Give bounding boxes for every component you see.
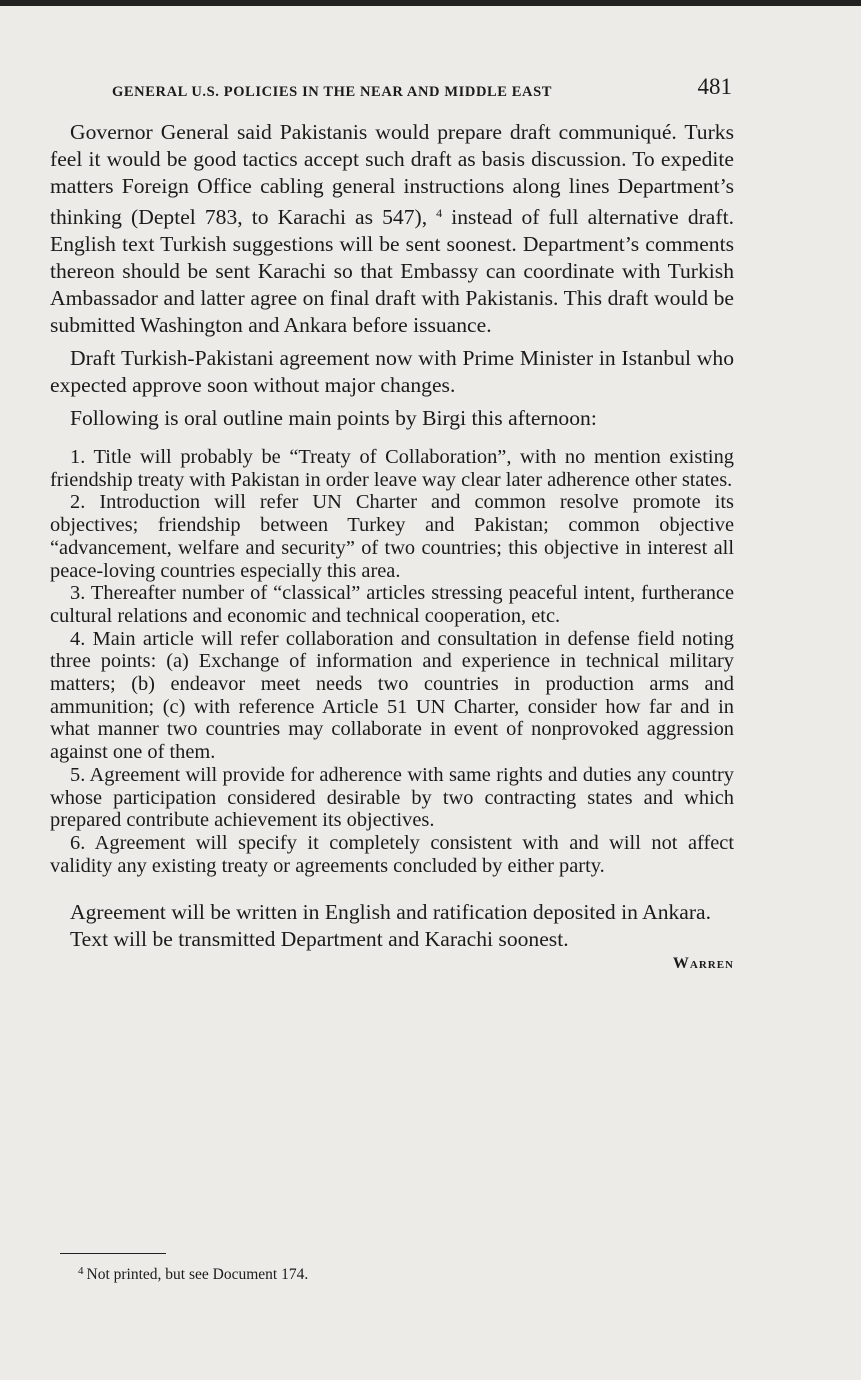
document-body bbox=[50, 119, 734, 973]
running-head: GENERAL U.S. POLICIES IN THE NEAR AND MIDDLE EAST bbox=[112, 84, 553, 100]
footnote-mark: 4 bbox=[78, 1265, 84, 1277]
top-edge-rule bbox=[0, 0, 861, 6]
paragraph-ratification: Agreement will be written in English and ratification deposited in Ankara. bbox=[70, 900, 712, 925]
paragraph-communique bbox=[50, 119, 734, 339]
paragraph-draft-agreement: Draft Turkish-Pakistani agreement now with Prime Minister in Istanbul who expected approve soon without major changes. bbox=[50, 346, 734, 397]
outline-point: 6. Agreement will specify it completely consistent with and will not affect validity any existing treaty or agreements concluded by either party. bbox=[50, 831, 734, 877]
footnote bbox=[78, 1265, 308, 1284]
page-header bbox=[112, 74, 732, 104]
outline-point: 5. Agreement will provide for adherence with same rights and duties any country whose participation considered desirable by two contracting states and which prepared contribute achievement its objectives. bbox=[50, 763, 734, 832]
signature: Warren bbox=[672, 955, 734, 973]
outline-point: 2. Introduction will refer UN Charter and common resolve promote its objectives; friendship between Turkey and Pakistan; common objective “advancement, welfare and security” of two countries; this objective in interest all peace-loving countries especially this area. bbox=[50, 491, 734, 582]
footnote-text: Not printed, but see Document 174. bbox=[86, 1266, 309, 1283]
paragraph-outline-intro: Following is oral outline main points by Birgi this afternoon: bbox=[70, 406, 597, 430]
footnote-rule bbox=[60, 1253, 166, 1254]
paragraph-communique-text-a: Governor General said Pakistanis would prepare draft communiqué. Turks feel it would be good tactics accept such draft as basis discussion. To expedite matters Foreign Office cabling general instructions along lines Department’s thinking (Deptel 783, to Karachi as 547), bbox=[50, 120, 734, 229]
paragraph-transmission: Text will be transmitted Department and Karachi soonest. bbox=[70, 927, 569, 952]
outline-points-list bbox=[50, 446, 734, 877]
outline-point: 4. Main article will refer collaboration and consultation in defense field noting three points: (a) Exchange of information and experience in technical military matters; (b) endeavor meet needs two countries in production arms and ammunition; (c) with reference Article 51 UN Charter, consider how far and in what manner two countries may collaborate in event of nonprovoked aggression against one of them. bbox=[50, 627, 734, 764]
paragraph-communique-text-b: instead of full alternative draft. English text Turkish suggestions will be sent soonest. Department’s comments thereon should be sent Karachi so that Embassy can coordinate with Turkish Ambassador and latter agree on final draft with Pakistanis. This draft would be submitted Washington and Ankara before issuance. bbox=[50, 205, 734, 337]
footnote-reference: 4 bbox=[436, 206, 443, 220]
outline-point: 1. Title will probably be “Treaty of Collaboration”, with no mention existing friendship treaty with Pakistan in order leave way clear later adherence other states. bbox=[50, 446, 734, 491]
page-number: 481 bbox=[697, 74, 732, 99]
outline-point: 3. Thereafter number of “classical” articles stressing peaceful intent, furtherance cultural relations and economic and technical cooperation, etc. bbox=[50, 582, 734, 627]
